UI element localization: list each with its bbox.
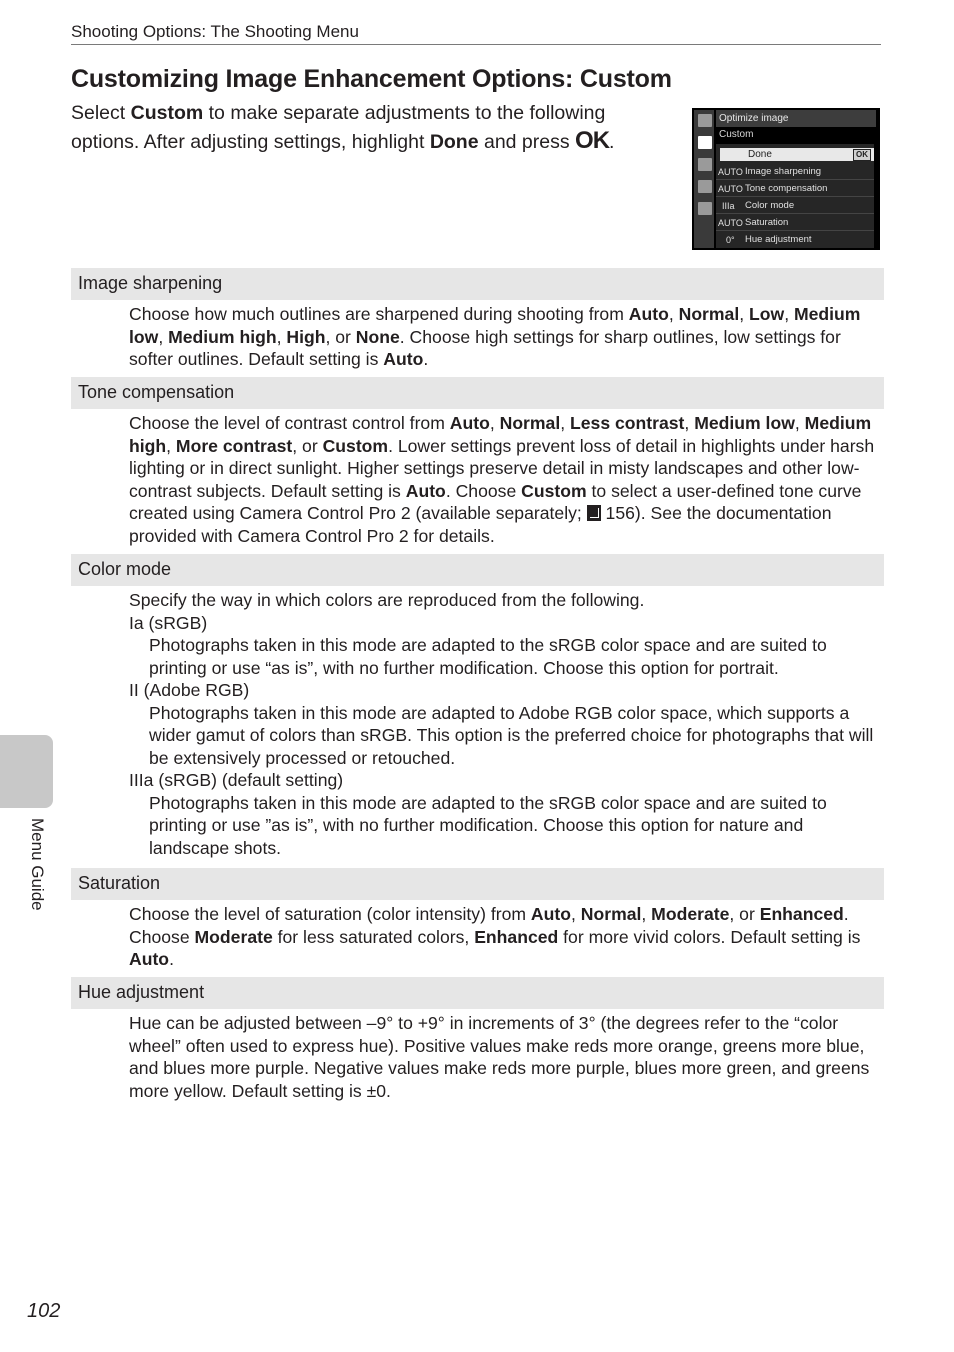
camera-menu-subtitle: Custom <box>719 129 754 140</box>
camera-option-row: AUTO Saturation <box>716 215 874 231</box>
camera-option-row: AUTO Image sharpening <box>716 164 874 180</box>
chapter-tab-label: Menu Guide <box>28 818 47 911</box>
intro-paragraph: Select Custom to make separate adjustments to the following options. After adjusting settings, highlight Done and press OK. <box>71 102 615 154</box>
camera-done-row: Done OK <box>720 148 874 161</box>
color-mode-description: Photographs taken in this mode are adapted to the sRGB color space and are suited to printing or use “as is”, with no further modification. Choose this option for portrait. <box>149 635 827 678</box>
section-heading-sharpening: Image sharpening <box>71 268 884 300</box>
section-body-tone: Choose the level of contrast control from Auto, Normal, Less contrast, Medium low, Medium high, More contrast, or Custom. Lower settings prevent loss of detail in highlights under harsh lighting or in direct sunlight. Higher settings preserve detail in misty landscapes and other low-contrast subjects. Default setting is Auto. Choose Custom to select a user-defined tone curve created using Camera Control Pro 2 (available separately; 156). See the documentation provided with Camera Control Pro 2 for details. <box>129 413 875 546</box>
section-body-sharpening: Choose how much outlines are sharpened during shooting from Auto, Normal, Low, Medium low, Medium high, High, or None. Choose high settings for sharp outlines, low settings for softer outlines. Default setting is Auto. <box>129 304 861 369</box>
page-number: 102 <box>27 1300 61 1322</box>
section-body-hue: Hue can be adjusted between –9° to +9° in increments of 3° (the degrees refer to the “color wheel” often used to express hue). Positive values make reds more orange, greens more blue, and blues more purple. Negative values make reds more purple, blues more green, and greens more yellow. Default setting is ±0. <box>129 1013 870 1101</box>
camera-menu-screenshot <box>692 108 880 250</box>
playback-icon <box>698 114 712 127</box>
retouch-icon <box>698 202 712 215</box>
page-title: Customizing Image Enhancement Options: Custom <box>71 65 672 93</box>
color-mode-description: Photographs taken in this mode are adapted to Adobe RGB color space, which supports a wider gamut of colors than sRGB. This option is the preferred choice for photographs that will be extensively processed or retouched. <box>149 702 874 768</box>
section-heading-color: Color mode <box>71 554 884 586</box>
camera-option-row: 0° Hue adjustment <box>726 234 812 245</box>
camera-option-row: AUTO Tone compensation <box>716 181 874 197</box>
section-heading-hue: Hue adjustment <box>71 977 884 1009</box>
chapter-tab <box>0 735 53 808</box>
ok-badge: OK <box>853 149 871 161</box>
color-mode-description: Photographs taken in this mode are adapted to the sRGB color space and are suited to printing or use ”as is”, with no further modification. Choose this option for nature and landscape shots. <box>149 792 827 858</box>
camera-option-row: IIIa Color mode <box>716 198 874 214</box>
color-mode-name: IIIa (sRGB) (default setting) <box>129 770 344 790</box>
wrench-icon <box>698 180 712 193</box>
color-mode-name: II (Adobe RGB) <box>129 680 250 700</box>
section-body-color: Specify the way in which colors are reproduced from the following. Ia (sRGB) Photographs taken in this mode are adapted to the sRGB color space and are suited to printing or use “as is”, with no further modification. Choose this option for portrait. II (Adobe RGB) Photographs taken in this mode are adapted to Adobe RGB color space, which supports a wider gamut of colors than sRGB. This option is the preferred choice for photographs that will be extensively processed or retouched. IIIa (sRGB) (default setting) Photographs taken in this mode are adapted to the sRGB color space and are suited to printing or use ”as is”, with no further modification. Choose this option for nature and landscape shots. <box>129 589 877 859</box>
color-mode-name: Ia (sRGB) <box>129 612 208 633</box>
menu-tab-bar <box>694 110 714 248</box>
section-body-saturation: Choose the level of saturation (color intensity) from Auto, Normal, Moderate, or Enhanced. Choose Moderate for less saturated colors, Enhanced for more vivid colors. Default setting is Auto. <box>129 904 861 969</box>
camera-icon <box>698 136 712 149</box>
ok-button-icon: OK <box>575 127 610 154</box>
section-heading-tone: Tone compensation <box>71 377 884 409</box>
section-heading-saturation: Saturation <box>71 868 884 900</box>
camera-menu-title: Optimize image <box>716 110 876 127</box>
pencil-icon <box>698 158 712 171</box>
running-header: Shooting Options: The Shooting Menu <box>71 21 881 45</box>
book-reference-icon <box>587 505 601 521</box>
